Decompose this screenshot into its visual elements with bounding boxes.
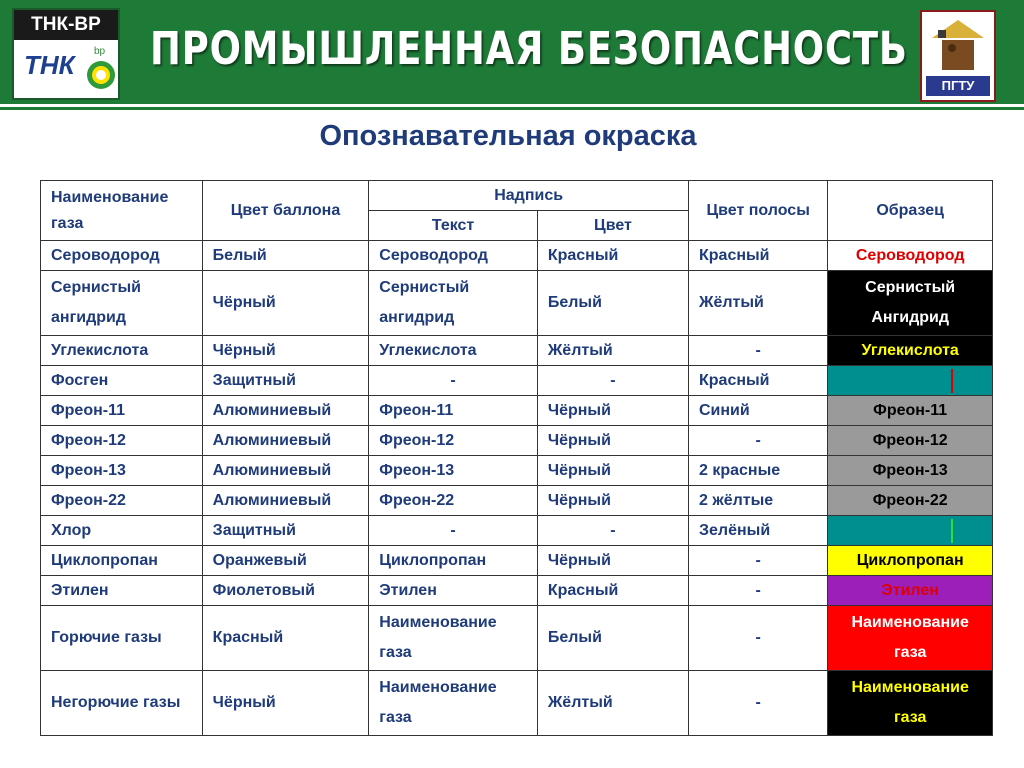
cell-text-color: Красный [537,241,688,271]
cell-stripe: Зелёный [689,516,828,546]
cell-text: Углекислота [369,336,538,366]
cell-text-color: Красный [537,576,688,606]
cell-text: Сернистый ангидрид [369,271,538,336]
cell-cylinder: Алюминиевый [202,426,369,456]
cell-sample: Фреон-22 [828,486,993,516]
cell-stripe: - [689,546,828,576]
gas-coloring-table [40,180,993,736]
cell-text: Этилен [369,576,538,606]
cell-gas-name: Хлор [41,516,203,546]
tnk-bp-logo-text: ТНК-ВР [14,10,118,40]
cell-gas-name: Сернистый ангидрид [41,271,203,336]
table-row [41,426,993,456]
cell-gas-name: Фреон-13 [41,456,203,486]
section-title: Опознавательная окраска [319,120,697,152]
cell-stripe: 2 жёлтые [689,486,828,516]
cell-gas-name: Фреон-12 [41,426,203,456]
cell-text: Фреон-12 [369,426,538,456]
cell-gas-name: Циклопропан [41,546,203,576]
cell-gas-name: Фреон-11 [41,396,203,426]
cell-sample: Сероводород [828,241,993,271]
cell-stripe: - [689,671,828,736]
table-row [41,516,993,546]
cell-sample: Фреон-11 [828,396,993,426]
header-cylinder-color: Цвет баллона [202,181,369,241]
cell-text: Фреон-11 [369,396,538,426]
header-divider [0,104,1024,107]
cell-text: - [369,366,538,396]
cell-cylinder: Алюминиевый [202,456,369,486]
table-row [41,576,993,606]
cell-sample: Сернистый Ангидрид [828,271,993,336]
cell-gas-name: Фосген [41,366,203,396]
cell-gas-name: Негорючие газы [41,671,203,736]
bp-sun-icon [86,60,116,90]
cell-gas-name: Сероводород [41,241,203,271]
cell-sample: Наименование газа [828,671,993,736]
cell-text: Сероводород [369,241,538,271]
cell-text-color: - [537,516,688,546]
cell-cylinder: Оранжевый [202,546,369,576]
cell-sample: Углекислота [828,336,993,366]
header-gas-name: Наименование газа [41,181,203,241]
cell-text: Фреон-22 [369,486,538,516]
cell-cylinder: Красный [202,606,369,671]
cell-text-color: - [537,366,688,396]
cell-sample: Фреон-13 [828,456,993,486]
cell-text-color: Белый [537,271,688,336]
cell-cylinder: Чёрный [202,671,369,736]
cell-stripe: - [689,606,828,671]
table-row [41,671,993,736]
tnk-bp-logo [12,8,120,100]
cell-stripe: Красный [689,241,828,271]
cell-text: Наименование газа [369,671,538,736]
header-text: Текст [369,211,538,241]
green-stripe-mark [951,519,953,543]
cell-text-color: Белый [537,606,688,671]
bear-emblem-icon [928,18,988,74]
table-row [41,366,993,396]
cell-cylinder: Чёрный [202,336,369,366]
table-row [41,396,993,426]
cell-cylinder: Чёрный [202,271,369,336]
cell-text-color: Чёрный [537,426,688,456]
table-row [41,456,993,486]
cell-text: Наименование газа [369,606,538,671]
bp-logo-text: bp [94,46,106,57]
cell-cylinder: Фиолетовый [202,576,369,606]
cell-cylinder: Защитный [202,516,369,546]
cell-gas-name: Углекислота [41,336,203,366]
cell-text-color: Чёрный [537,486,688,516]
cell-cylinder: Защитный [202,366,369,396]
cell-gas-name: Фреон-22 [41,486,203,516]
cell-stripe: 2 красные [689,456,828,486]
page-title: ПРОМЫШЛЕННАЯ БЕЗОПАСНОСТЬ [150,22,908,75]
cell-sample: Этилен [828,576,993,606]
cell-text: - [369,516,538,546]
cell-sample: Циклопропан [828,546,993,576]
cell-cylinder: Белый [202,241,369,271]
cell-stripe: - [689,426,828,456]
table-row [41,336,993,366]
cell-stripe: - [689,336,828,366]
cell-text: Циклопропан [369,546,538,576]
cell-text-color: Чёрный [537,396,688,426]
cell-text: Фреон-13 [369,456,538,486]
cell-text-color: Чёрный [537,456,688,486]
table-row [41,606,993,671]
cell-cylinder: Алюминиевый [202,486,369,516]
pgtu-label: ПГТУ [926,76,990,96]
table-row [41,271,993,336]
table-row [41,241,993,271]
cell-text-color: Жёлтый [537,671,688,736]
table-row [41,486,993,516]
table-row [41,546,993,576]
cell-sample: Фреон-12 [828,426,993,456]
cell-sample [828,366,993,396]
header-sample: Образец [828,181,993,241]
header-color: Цвет [537,211,688,241]
cell-stripe: Жёлтый [689,271,828,336]
cell-stripe: Красный [689,366,828,396]
header-stripe-color: Цвет полосы [689,181,828,241]
header-inscription: Надпись [369,181,689,211]
cell-stripe: Синий [689,396,828,426]
red-stripe-mark [951,369,953,393]
cell-gas-name: Этилен [41,576,203,606]
cell-stripe: - [689,576,828,606]
header-banner [0,0,1024,110]
cell-gas-name: Горючие газы [41,606,203,671]
cell-sample: Наименование газа [828,606,993,671]
cell-text-color: Жёлтый [537,336,688,366]
cell-cylinder: Алюминиевый [202,396,369,426]
tnk-logo-mark: ТНК [24,50,75,80]
pgtu-logo [920,10,996,102]
cell-text-color: Чёрный [537,546,688,576]
cell-sample [828,516,993,546]
